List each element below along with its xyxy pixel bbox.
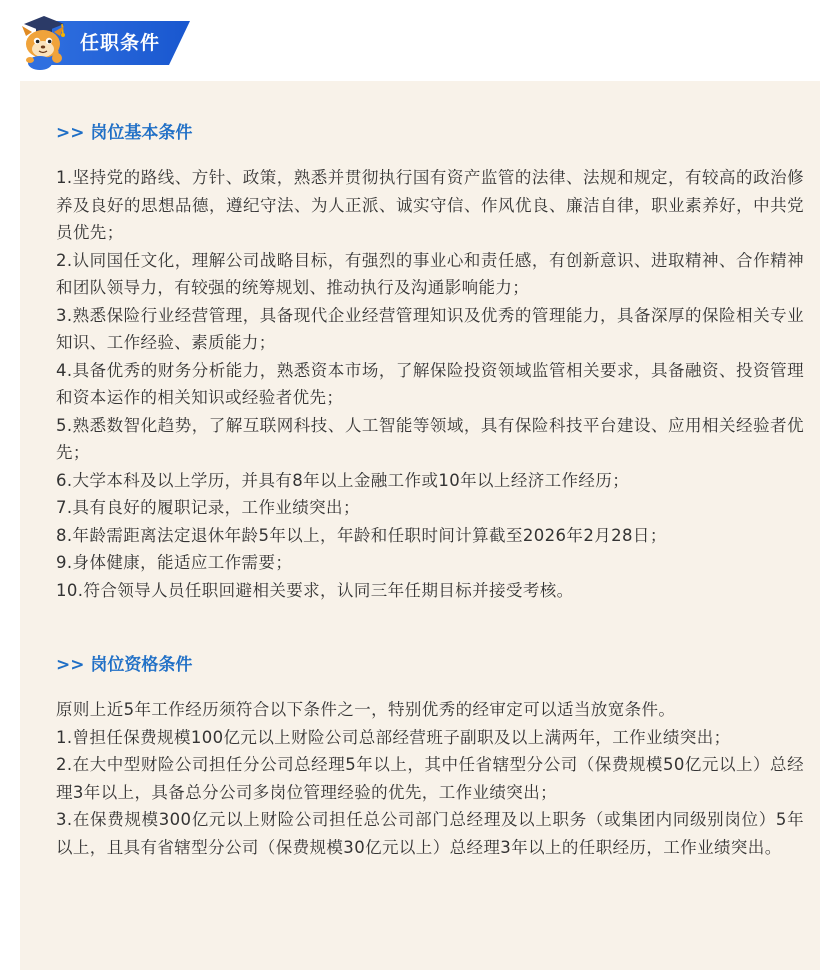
list-item: 5.熟悉数智化趋势，了解互联网科技、人工智能等领域，具有保险科技平台建设、应用相关经验者优先； (56, 415, 804, 462)
section-header-title: 任职条件 (80, 32, 161, 54)
list-item: 2.在大中型财险公司担任分公司总经理5年以上，其中任省辖型分公司（保费规模50亿元以上）总经理3年以上，具备总分公司多岗位管理经验的优先，工作业绩突出； (56, 755, 804, 802)
basic-conditions-section (56, 119, 804, 604)
mascot-icon (10, 14, 72, 70)
list-item: 3.熟悉保险行业经营管理，具备现代企业经营管理知识及优秀的管理能力，具备深厚的保险相关专业知识、工作经验、素质能力； (56, 305, 804, 352)
list-item: 10.符合领导人员任职回避相关要求，认同三年任期目标并接受考核。 (56, 580, 574, 600)
list-item: 1.曾担任保费规模100亿元以上财险公司总部经营班子副职及以上满两年，工作业绩突出； (56, 727, 731, 747)
content-card (20, 81, 820, 970)
qualification-intro: 原则上近5年工作经历须符合以下条件之一，特别优秀的经审定可以适当放宽条件。 (56, 700, 676, 719)
list-item: 3.在保费规模300亿元以上财险公司担任总公司部门总经理及以上职务（或集团内同级别岗位）5年以上，且具有省辖型分公司（保费规模30亿元以上）总经理3年以上的任职经历，工作业绩突出。 (56, 810, 804, 857)
basic-conditions-list (56, 164, 804, 604)
qualification-conditions-title: >> 岗位资格条件 (56, 655, 193, 675)
list-item: 2.认同国任文化，理解公司战略目标，有强烈的事业心和责任感，有创新意识、进取精神、合作精神和团队领导力，有较强的统筹规划、推动执行及沟通影响能力； (56, 250, 804, 297)
qualification-conditions-list (56, 696, 804, 861)
list-item: 1.坚持党的路线、方针、政策，熟悉并贯彻执行国有资产监管的法律、法规和规定，有较高的政治修养及良好的思想品德，遵纪守法、为人正派、诚实守信、作风优良、廉洁自律，职业素养好，中共党员优先； (56, 168, 804, 242)
basic-conditions-title: >> 岗位基本条件 (56, 123, 193, 143)
list-item: 4.具备优秀的财务分析能力，熟悉资本市场，了解保险投资领域监管相关要求，具备融资、投资管理和资本运作的相关知识或经验者优先； (56, 360, 804, 407)
list-item: 9.身体健康，能适应工作需要； (56, 553, 293, 572)
list-item: 6.大学本科及以上学历，并具有8年以上金融工作或10年以上经济工作经历； (56, 470, 630, 490)
section-header-banner (0, 14, 200, 66)
qualification-conditions-section (56, 651, 804, 861)
list-item: 8.年龄需距离法定退休年龄5年以上，年龄和任职时间计算截至2026年2月28日； (56, 525, 667, 545)
list-item: 7.具有良好的履职记录，工作业绩突出； (56, 498, 360, 517)
